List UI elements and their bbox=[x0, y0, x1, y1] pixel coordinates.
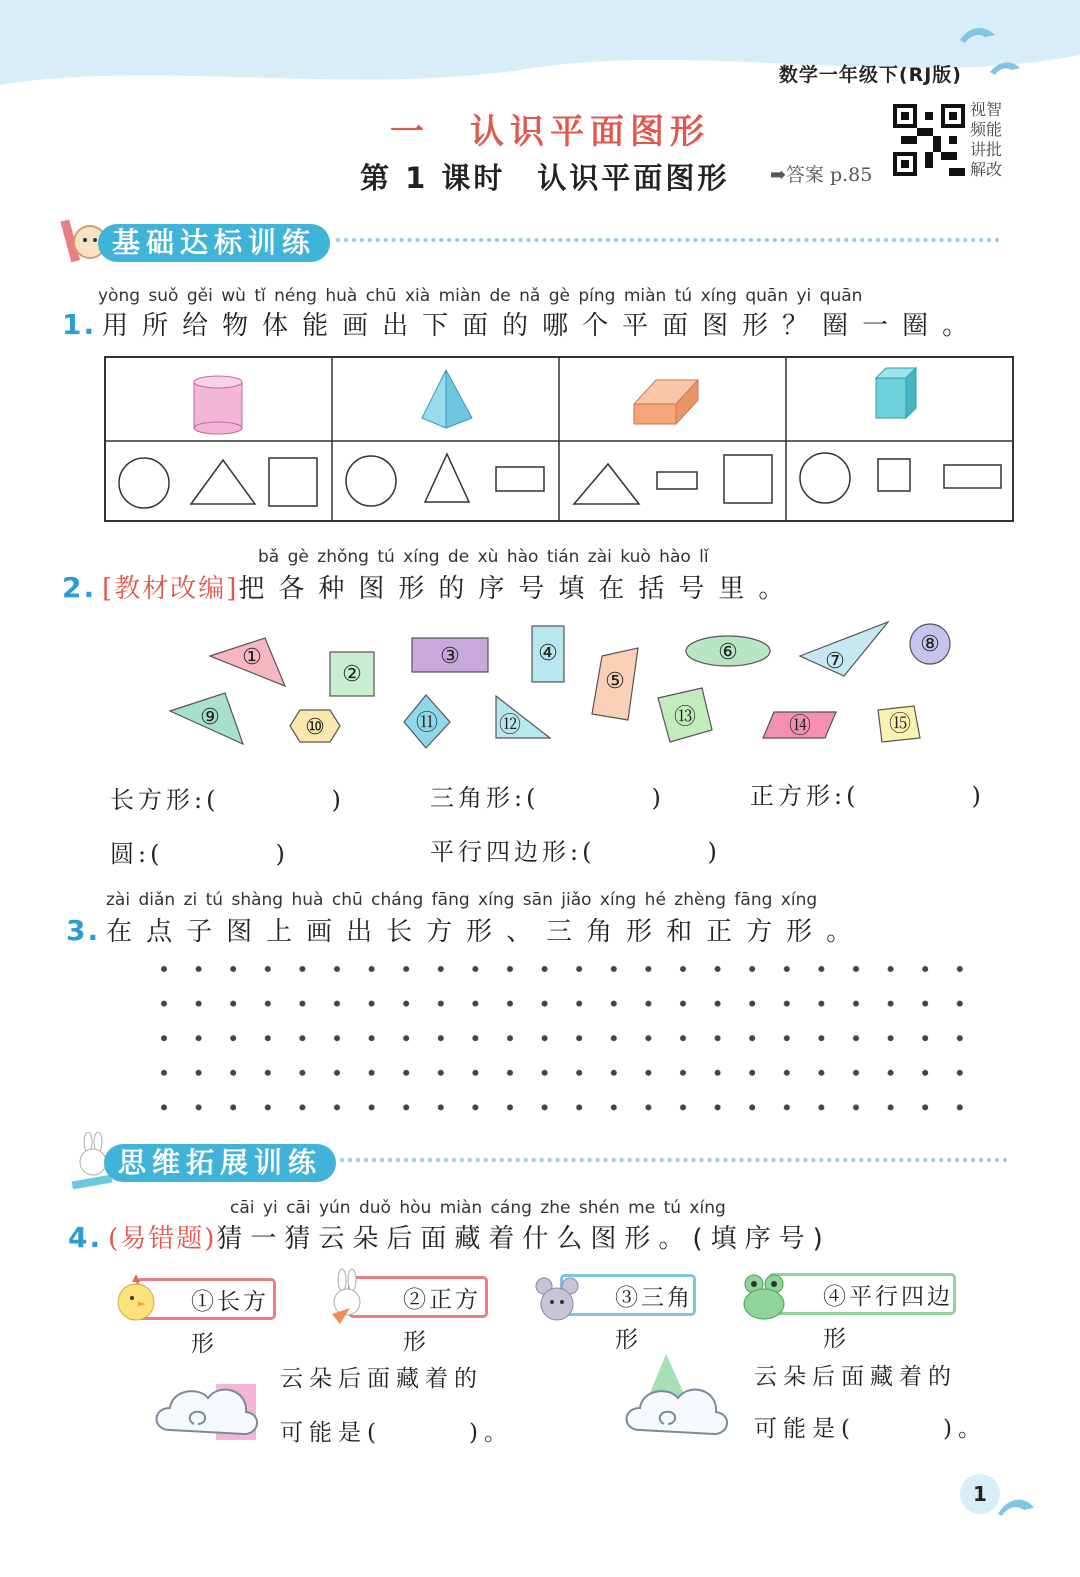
cylinder-object bbox=[194, 376, 242, 434]
cloud1-line1: 云朵后面藏着的 bbox=[280, 1366, 483, 1392]
answer-rectangle[interactable]: 长方形:( ) bbox=[110, 786, 345, 814]
pyramid-object bbox=[422, 370, 472, 428]
cloud2-line1: 云朵后面藏着的 bbox=[754, 1364, 957, 1390]
triangle-option bbox=[191, 460, 255, 504]
dotted-divider bbox=[336, 238, 1000, 242]
triangle-option bbox=[425, 454, 469, 502]
q1-number: 1. bbox=[62, 308, 97, 341]
cloud-pink-shape bbox=[150, 1368, 270, 1448]
q1-line bbox=[62, 305, 982, 342]
option-triangle[interactable]: ③三角形 bbox=[560, 1274, 696, 1316]
q1-text: 用所给物体能画出下面的哪个平面图形？圈一圈。 bbox=[102, 311, 983, 341]
square-option bbox=[878, 459, 910, 491]
option-parallelogram[interactable]: ④平行四边形 bbox=[768, 1273, 956, 1315]
shape-5-label: ⑤ bbox=[605, 669, 625, 694]
option-square[interactable]: ②正方形 bbox=[348, 1276, 488, 1318]
qr-label: 视智频能讲批解改 bbox=[970, 100, 1003, 179]
frog-icon bbox=[742, 1270, 786, 1322]
shape-2-label: ② bbox=[342, 662, 362, 687]
cloud-green-shape bbox=[620, 1352, 740, 1446]
shape-10-label: ⑩ bbox=[305, 715, 325, 740]
section-extend-training: 思维拓展训练 bbox=[104, 1144, 336, 1182]
rabbit-carrot-icon bbox=[326, 1268, 368, 1326]
shape-3-label: ③ bbox=[440, 644, 460, 669]
answer-parallelogram[interactable]: 平行四边形:( ) bbox=[430, 838, 721, 866]
shape-9-label: ⑨ bbox=[200, 705, 220, 730]
answer-circle[interactable]: 圆:( ) bbox=[110, 840, 289, 868]
q2-tag: [教材改编] bbox=[102, 574, 239, 604]
answer-triangle[interactable]: 三角形:( ) bbox=[430, 784, 665, 812]
cube-object bbox=[876, 368, 916, 418]
shape-11-label: ⑪ bbox=[415, 711, 439, 736]
shape-13-label: ⑬ bbox=[673, 705, 697, 730]
q3-number: 3. bbox=[66, 914, 101, 947]
q2-shapes bbox=[160, 618, 960, 758]
q4-text: 猜一猜云朵后面藏着什么图形。(填序号) bbox=[216, 1224, 831, 1254]
answer-reference: ➡答案 p.85 bbox=[770, 164, 873, 186]
shape-6-label: ⑥ bbox=[718, 640, 738, 665]
q4-line bbox=[68, 1218, 831, 1255]
circle-option bbox=[346, 456, 396, 506]
rectangle-option bbox=[944, 465, 1001, 488]
shape-12-label: ⑫ bbox=[498, 713, 522, 738]
shape-4-label: ④ bbox=[538, 641, 558, 666]
shape-15-label: ⑮ bbox=[888, 712, 912, 737]
page-number: 1 bbox=[960, 1474, 1000, 1514]
q4-tag: (易错题) bbox=[108, 1224, 217, 1254]
cloud1-answer[interactable]: 可能是( )。 bbox=[280, 1420, 513, 1446]
square-option bbox=[269, 458, 317, 506]
q1-pinyin: yòng suǒ gěi wù tǐ néng huà chū xià miàn de nǎ gè píng miàn tú xíng quān yi quān bbox=[98, 286, 863, 306]
shape-1-label: ① bbox=[242, 645, 262, 670]
q2-text: 把各种图形的序号填在括号里。 bbox=[238, 574, 799, 604]
shape-7-label: ⑦ bbox=[825, 649, 845, 674]
q2-number: 2. bbox=[62, 571, 97, 604]
cloud2-answer[interactable]: 可能是( )。 bbox=[754, 1416, 987, 1442]
shape-14-label: ⑭ bbox=[788, 714, 812, 739]
triangle-option bbox=[574, 464, 639, 504]
answer-square[interactable]: 正方形:( ) bbox=[750, 782, 985, 810]
rectangle-option bbox=[496, 467, 544, 491]
section-basic-training: 基础达标训练 bbox=[98, 224, 330, 262]
cuboid-object bbox=[634, 380, 698, 424]
q3-text: 在点子图上画出长方形、三角形和正方形。 bbox=[106, 917, 867, 947]
chick-icon bbox=[112, 1270, 160, 1326]
dolphin-icon bbox=[996, 1492, 1036, 1522]
q2-line bbox=[62, 568, 798, 605]
q4-number: 4. bbox=[68, 1221, 103, 1254]
circle-option bbox=[800, 453, 850, 503]
q2-pinyin: bǎ gè zhǒng tú xíng de xù hào tián zài kuò hào lǐ bbox=[258, 547, 709, 567]
dot-grid[interactable] bbox=[150, 955, 980, 1120]
rectangle-option bbox=[657, 472, 697, 489]
square-option bbox=[724, 455, 772, 503]
q3-pinyin: zài diǎn zi tú shàng huà chū cháng fāng xíng sān jiǎo xíng hé zhèng fāng xíng bbox=[106, 890, 818, 910]
dotted-divider bbox=[340, 1158, 1008, 1162]
option-rectangle[interactable]: ①长方形 bbox=[136, 1278, 276, 1320]
q3-line bbox=[66, 911, 866, 948]
mouse-icon bbox=[534, 1272, 580, 1324]
qr-code[interactable] bbox=[893, 104, 965, 176]
q4-pinyin: cāi yi cāi yún duǒ hòu miàn cáng zhe shén me tú xíng bbox=[230, 1198, 726, 1218]
q1-table bbox=[104, 356, 1014, 522]
shape-8-label: ⑧ bbox=[920, 632, 940, 657]
book-title: 数学一年级下(RJ版) bbox=[778, 64, 962, 86]
unit-title: 一 认识平面图形 bbox=[390, 112, 710, 152]
lesson-title: 第 1 课时 认识平面图形 bbox=[360, 161, 730, 195]
circle-option bbox=[119, 458, 169, 508]
